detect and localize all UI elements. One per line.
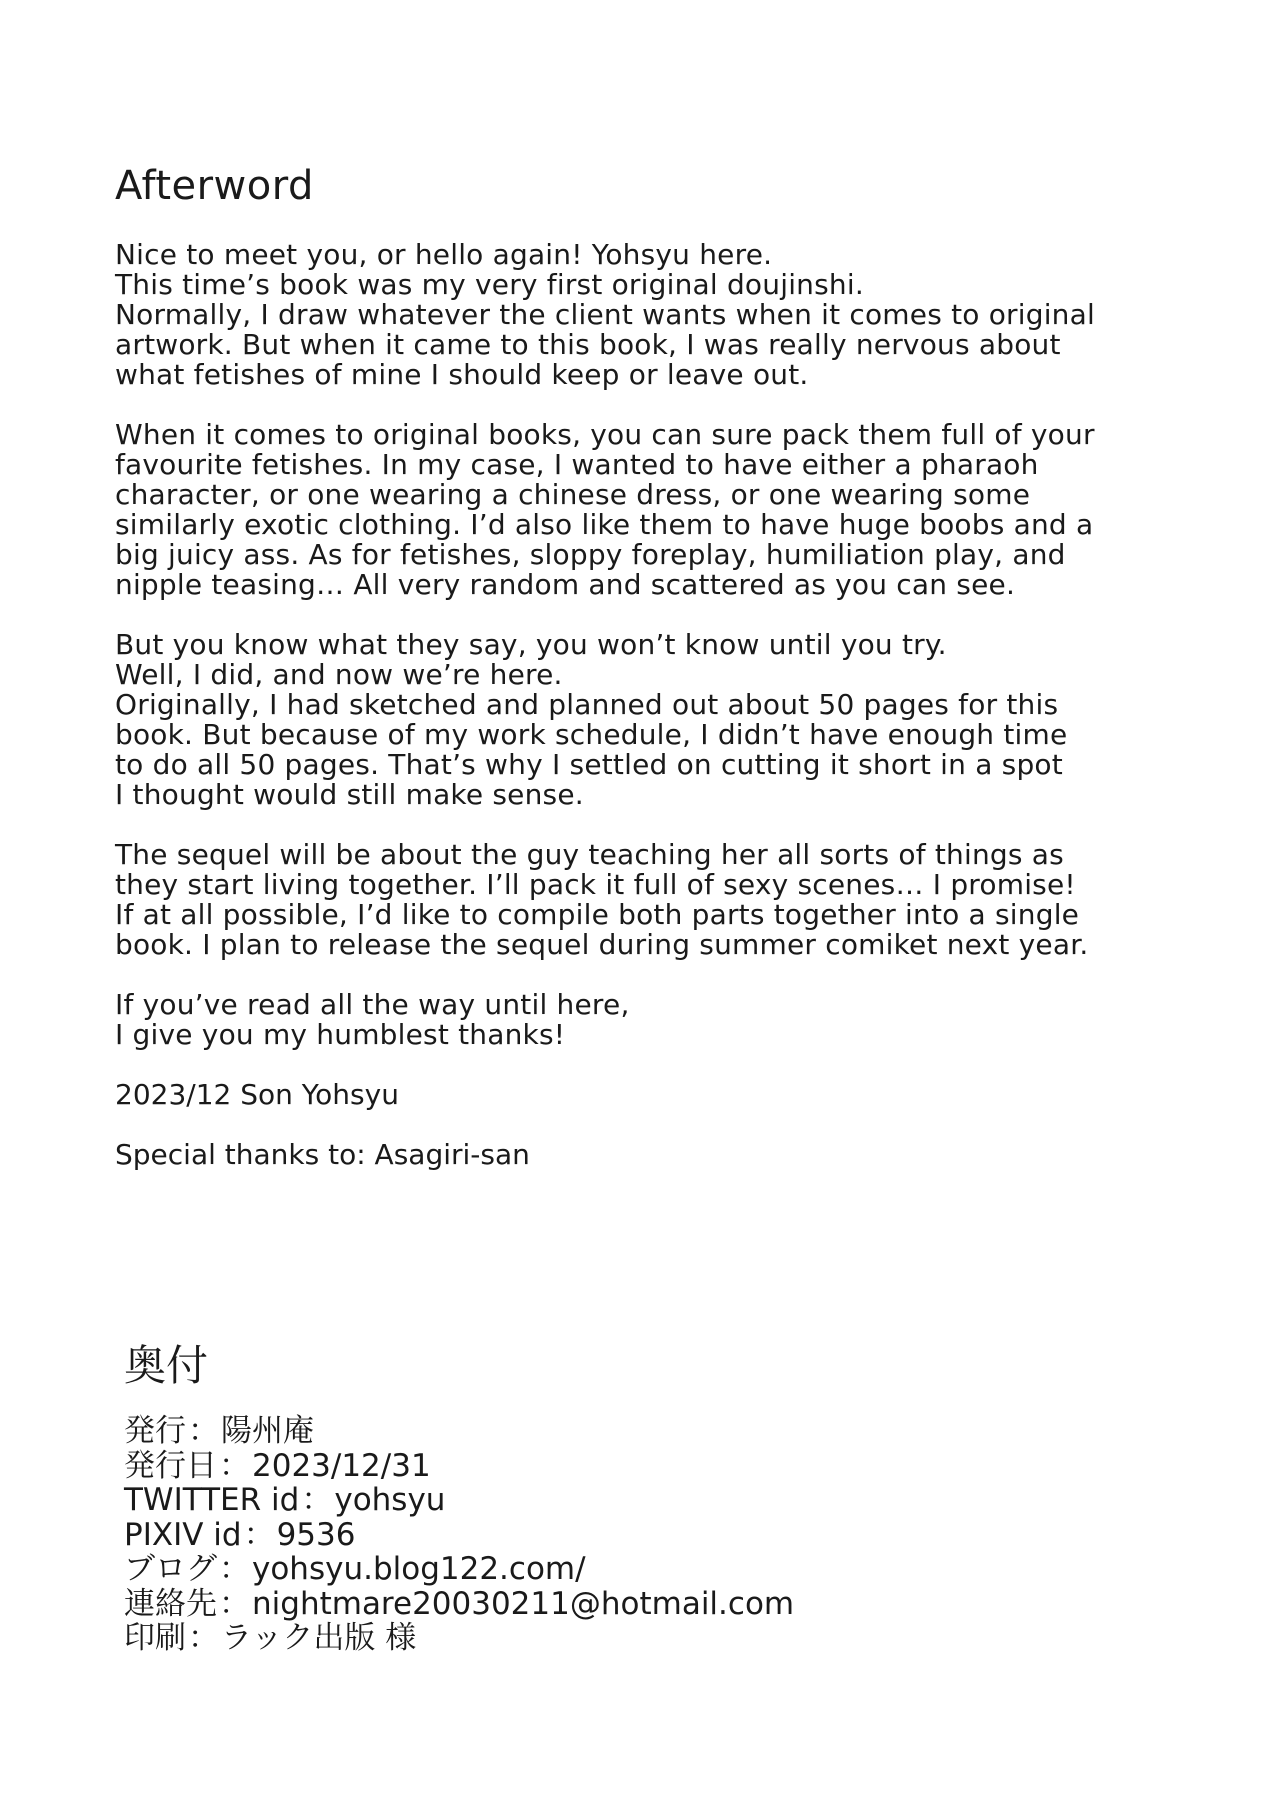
colophon-section	[124, 1340, 1024, 1656]
text-line: If at all possible, I’d like to compile both parts together into a single	[115, 898, 1080, 931]
colophon-label: 連絡先	[124, 1585, 217, 1622]
text-line: to do all 50 pages. That’s why I settled on cutting it short in a spot	[115, 748, 1063, 781]
colophon-label: 印刷	[124, 1620, 186, 1656]
colophon-separator: ：	[243, 1516, 275, 1553]
text-line: When it comes to original books, you can sure pack them full of your	[115, 418, 1095, 451]
text-line: Nice to meet you, or hello again! Yohsyu here.	[115, 238, 773, 271]
text-line: I give you my humblest thanks!	[115, 1018, 566, 1051]
afterword-paragraph-4	[115, 840, 1175, 960]
text-line: similarly exotic clothing. I’d also like them to have huge boobs and a	[115, 508, 1094, 541]
colophon-row-pixiv	[124, 1518, 1024, 1553]
text-line: book. But because of my work schedule, I didn’t have enough time	[115, 718, 1068, 751]
colophon-row-publish-date	[124, 1449, 1024, 1484]
colophon-row-twitter	[124, 1483, 1024, 1518]
colophon-row-contact	[124, 1587, 1024, 1622]
colophon-value: yohsyu	[334, 1482, 446, 1518]
afterword-signature: 2023/12 Son Yohsyu	[115, 1078, 399, 1111]
colophon-value: 9536	[276, 1516, 356, 1553]
colophon-value: yohsyu.blog122.com/	[252, 1551, 586, 1587]
colophon-separator: ：	[219, 1447, 250, 1484]
text-line: favourite fetishes. In my case, I wanted to have either a pharaoh	[115, 448, 1039, 481]
colophon-value: 2023/12/31	[252, 1447, 431, 1484]
text-line: But you know what they say, you won’t know until you try.	[115, 628, 947, 661]
colophon-label: 発行日	[124, 1447, 217, 1484]
text-line: character, or one wearing a chinese dress, or one wearing some	[115, 478, 1031, 511]
colophon-value: 陽州庵	[221, 1413, 314, 1449]
afterword-paragraph-2	[115, 420, 1175, 600]
afterword-paragraph-1	[115, 240, 1175, 390]
colophon-row-printer	[124, 1621, 1024, 1656]
text-line: If you’ve read all the way until here,	[115, 988, 630, 1021]
colophon-value: ラック出版 様	[221, 1620, 417, 1656]
text-line: The sequel will be about the guy teaching her all sorts of things as	[115, 838, 1064, 871]
colophon-separator: ：	[188, 1620, 219, 1656]
colophon-label: PIXIV id	[124, 1516, 242, 1553]
text-line: Well, I did, and now we’re here.	[115, 658, 563, 691]
colophon-row-publisher	[124, 1414, 1024, 1449]
colophon-separator: ：	[301, 1482, 333, 1518]
colophon-label: 発行	[124, 1413, 186, 1449]
colophon-label: TWITTER id	[124, 1482, 300, 1518]
afterword-title: Afterword	[115, 163, 314, 209]
special-thanks: Special thanks to: Asagiri-san	[115, 1138, 530, 1171]
text-line: I thought would still make sense.	[115, 778, 584, 811]
colophon-label: ブログ	[124, 1551, 217, 1587]
text-line: book. I plan to release the sequel during summer comiket next year.	[115, 928, 1089, 961]
text-line: nipple teasing… All very random and scattered as you can see.	[115, 568, 1016, 601]
text-line: what fetishes of mine I should keep or leave out.	[115, 358, 809, 391]
afterword-paragraph-5	[115, 990, 1175, 1050]
colophon-title: 奥付	[124, 1341, 209, 1390]
colophon-separator: ：	[188, 1413, 219, 1449]
colophon-row-blog	[124, 1552, 1024, 1587]
text-line: This time’s book was my very first original doujinshi.	[115, 268, 864, 301]
text-line: Originally, I had sketched and planned out about 50 pages for this	[115, 688, 1059, 721]
colophon-value: nightmare20030211@hotmail.com	[252, 1585, 795, 1622]
afterword-section	[115, 160, 1175, 1200]
afterword-paragraph-3	[115, 630, 1175, 810]
text-line: they start living together. I’ll pack it full of sexy scenes… I promise!	[115, 868, 1076, 901]
text-line: artwork. But when it came to this book, I was really nervous about	[115, 328, 1061, 361]
text-line: big juicy ass. As for fetishes, sloppy foreplay, humiliation play, and	[115, 538, 1066, 571]
colophon-separator: ：	[219, 1585, 250, 1622]
colophon-separator: ：	[219, 1551, 250, 1587]
text-line: Normally, I draw whatever the client wants when it comes to original	[115, 298, 1095, 331]
